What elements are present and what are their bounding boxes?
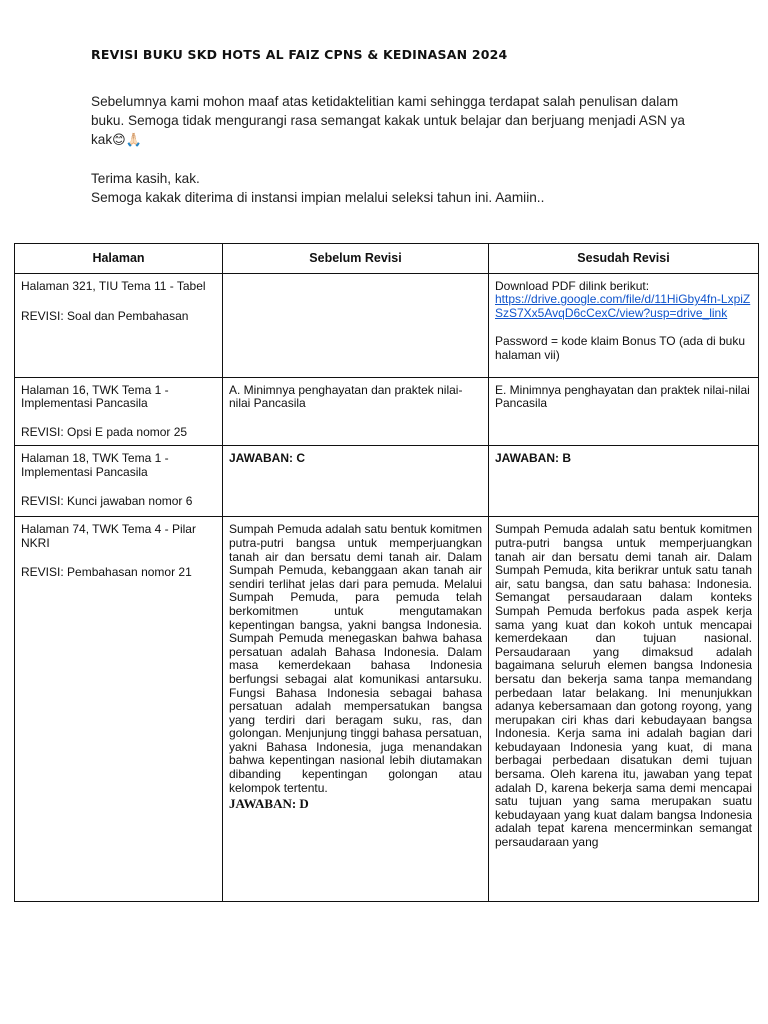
cell-after: JAWABAN: B [489,446,759,517]
cell-page [15,273,223,377]
cell-page [15,446,223,517]
revision-note: REVISI: Kunci jawaban nomor 6 [21,493,193,508]
table-row [15,377,759,446]
intro-apology-text: Sebelumnya kami mohon maaf atas ketidaktelitian kami sehingga terdapat salah penulisan dalam buku. Semoga tidak mengurangi rasa semangat kakak untuk belajar dan berjuang menjadi ASN ya kak [91,94,685,147]
table-row [15,517,759,902]
header-halaman: Halaman [15,244,223,274]
cell-page [15,517,223,902]
answer-before: JAWABAN: D [229,796,309,812]
explanation-before: Sumpah Pemuda adalah satu bentuk komitmen putra-putri bangsa untuk memperjuangkan tanah air dan bersatu demi tanah air. Dalam Sumpah Pemuda, kebanggaan akan tanah air sendiri terlihat jelas dari para pemuda. Melalui Sumpah Pemuda, para pemuda telah berkomitmen untuk mengutamakan kepentingan bangsa, yakni bangsa Indonesia. Sumpah Pemuda menegaskan bahwa bahasa persatuan adalah Bahasa Indonesia. Dalam masa kemerdekaan bahasa Indonesia berfungsi sebagai alat komunikasi antarsuku. Fungsi Bahasa Indonesia sebagai bahasa persatuan adalah mempersatukan bangsa yang terdiri dari beragam suku, ras, dan golongan. Menjunjung tinggi bahasa persatuan, yakni Bahasa Indonesia, juga menandakan bahwa kepentingan nasional lebih diutamakan dibanding kepentingan golongan atau kelompok tertentu. [229,522,482,795]
cell-before: A. Minimnya penghayatan dan praktek nilai-nilai Pancasila [223,377,489,446]
revision-note: REVISI: Opsi E pada nomor 25 [21,424,188,439]
download-intro: Download PDF dilink berikut: [495,278,650,293]
cell-after [489,273,759,377]
intro-section [91,92,691,207]
cell-after [489,517,759,902]
page-reference: Halaman 16, TWK Tema 1 - Implementasi Pancasila [21,382,169,411]
table-header-row [15,244,759,274]
password-note: Password = kode klaim Bonus TO (ada di buku halaman vii) [495,334,746,362]
cell-before: JAWABAN: C [223,446,489,517]
revision-note: REVISI: Soal dan Pembahasan [21,309,189,324]
cell-before [223,273,489,377]
page-reference: Halaman 74, TWK Tema 4 - Pilar NKRI [21,522,196,550]
table-row [15,273,759,377]
cell-page [15,377,223,446]
cell-after: E. Minimnya penghayatan dan praktek nilai-nilai Pancasila [489,377,759,446]
revision-note: REVISI: Pembahasan nomor 21 [21,564,192,579]
page-reference: Halaman 321, TIU Tema 11 - Tabel [21,278,206,293]
smile-pray-emoji-icon: 😊🙏🏻 [112,133,142,148]
intro-apology [91,92,691,150]
explanation-after: Sumpah Pemuda adalah satu bentuk komitmen putra-putri bangsa untuk memperjuangkan tanah air dan bersatu demi tanah air. Dalam Sumpah Pemuda, kita berikrar untuk satu tanah air, satu bangsa, dan satu bahasa: Indonesia. Semangat persaudaraan dalam konteks Sumpah Pemuda berfokus pada aspek kerja sama yang kuat dan kokoh untuk mencapai kemerdekaan dan tujuan nasional. Persaudaraan yang dimaksud adalah bagaimana seluruh elemen bangsa Indonesia bersatu dan bekerja sama tanpa memandang perbedaan latar belakang. Ini menunjukkan adanya kebersamaan dan gotong royong, yang merupakan ciri khas dari kebudayaan bangsa Indonesia. Kerja sama ini adalah bagian dari kebudayaan Indonesia yang kuat, di mana berbagai perbedaan disatukan demi tujuan bersama. Oleh karena itu, jawaban yang tepat adalah D, karena bekerja sama demi mencapai satu tujuan yang sama merupakan suatu kebudayaan yang kuat dalam bangsa Indonesia adalah tepat karena mencerminkan semangat persaudaraan yang [495,523,752,850]
page-reference: Halaman 18, TWK Tema 1 - Implementasi Pancasila [21,451,169,479]
drive-download-link[interactable]: https://drive.google.com/file/d/11HiGby4fn-LxpiZSzS7Xx5AvqD6cCexC/view?usp=drive_link [495,292,751,320]
cell-before [223,517,489,902]
document-title: REVISI BUKU SKD HOTS AL FAIZ CPNS & KEDINASAN 2024 [91,47,508,62]
intro-thanks: Terima kasih, kak. [91,171,200,186]
intro-wish: Semoga kakak diterima di instansi impian melalui seleksi tahun ini. Aamiin.. [91,190,545,205]
revision-table [14,243,759,902]
table-row [15,446,759,517]
header-sebelum-revisi: Sebelum Revisi [223,244,489,274]
header-sesudah-revisi: Sesudah Revisi [489,244,759,274]
